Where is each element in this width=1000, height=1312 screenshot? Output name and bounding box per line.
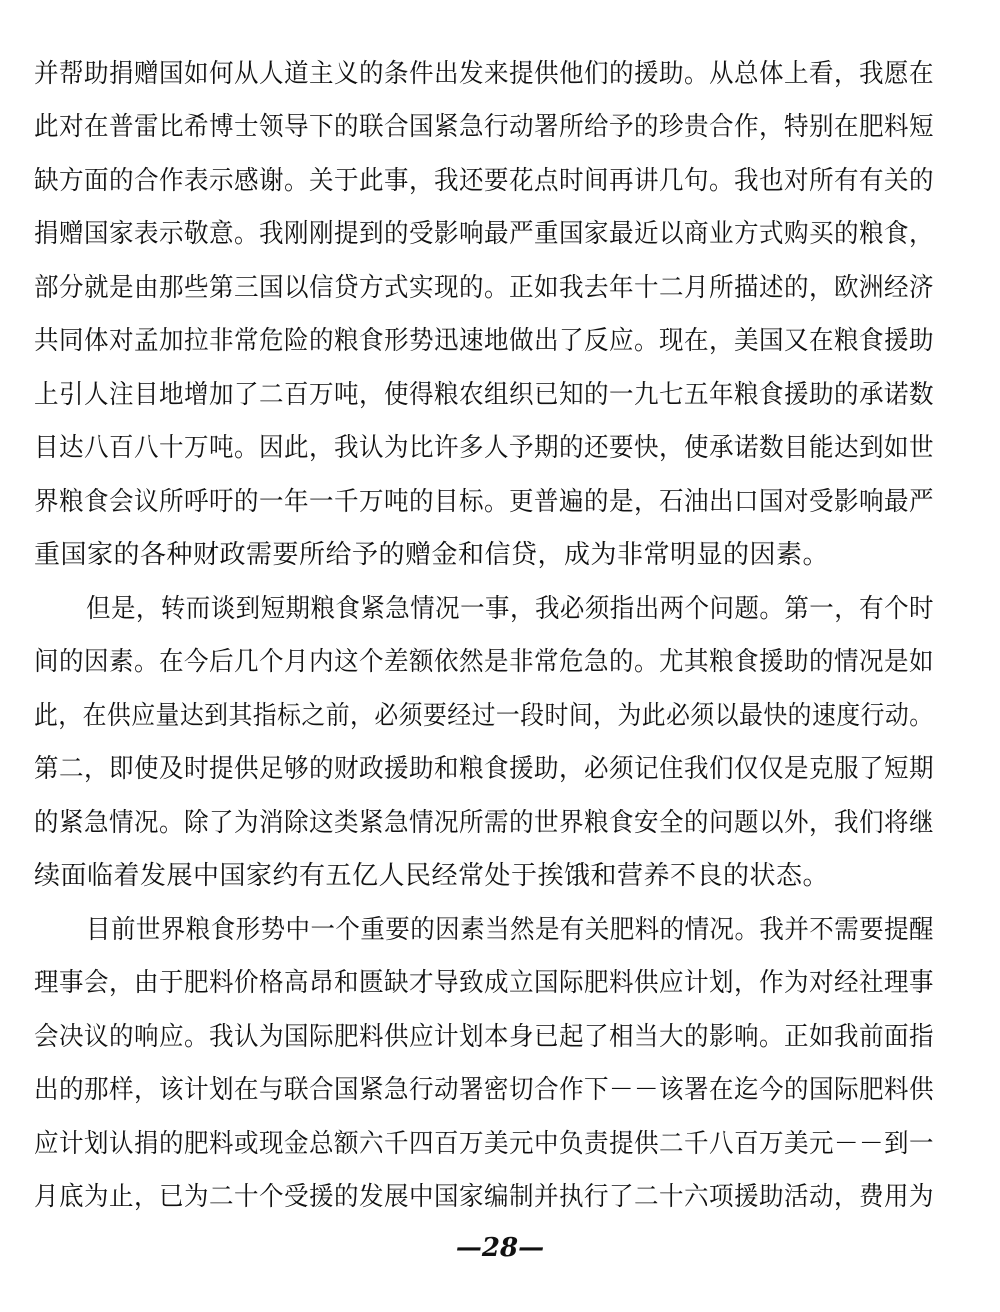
text-line-21: 应计划认捐的肥料或现金总额六千四百万美元中负责提供二千八百万美元－－到一 [34,1129,935,1159]
text-line-11: 但是，转而谈到短期粮食紧急情况一事，我必须指出两个问题。第一，有个时 [86,594,935,624]
text-line-4: 捐赠国家表示敬意。我刚刚提到的受影响最严重国家最近以商业方式购买的粮食， [34,219,935,249]
page-number: —28— [455,1233,545,1263]
text-line-10: 重国家的各种财政需要所给予的赠金和信贷，成为非常明显的因素。 [34,540,830,570]
text-line-9: 界粮食会议所呼吁的一年一千万吨的目标。更普遍的是，石油出口国对受影响最严 [34,487,935,517]
text-line-6: 共同体对孟加拉非常危险的粮食形势迅速地做出了反应。现在，美国又在粮食援助 [34,326,935,356]
text-line-22: 月底为止，已为二十个受援的发展中国家编制并执行了二十六项援助活动，费用为 [34,1182,935,1212]
text-line-20: 出的那样，该计划在与联合国紧急行动署密切合作下－－该署在迄今的国际肥料供 [34,1075,935,1105]
text-line-1: 并帮助捐赠国如何从人道主义的条件出发来提供他们的援助。从总体上看，我愿在 [34,59,935,89]
text-line-5: 部分就是由那些第三国以信贷方式实现的。正如我去年十二月所描述的，欧洲经济 [34,273,935,303]
text-line-3: 缺方面的合作表示感谢。关于此事，我还要花点时间再讲几句。我也对所有有关的 [34,166,935,196]
text-line-19: 会决议的响应。我认为国际肥料供应计划本身已起了相当大的影响。正如我前面指 [34,1022,935,1052]
text-line-14: 第二，即使及时提供足够的财政援助和粮食援助，必须记住我们仅仅是克服了短期 [34,754,935,784]
text-line-13: 此，在供应量达到其指标之前，必须要经过一段时间，为此必须以最快的速度行动。 [34,701,934,731]
text-line-12: 间的因素。在今后几个月内这个差额依然是非常危急的。尤其粮食援助的情况是如 [34,647,935,677]
text-line-17: 目前世界粮食形势中一个重要的因素当然是有关肥料的情况。我并不需要提醒 [86,915,935,945]
text-line-8: 目达八百八十万吨。因此，我认为比许多人予期的还要快，使承诺数目能达到如世 [34,433,935,463]
text-line-18: 理事会，由于肥料价格高昂和匮缺才导致成立国际肥料供应计划，作为对经社理事 [34,968,935,998]
text-line-2: 此对在普雷比希博士领导下的联合国紧急行动署所给予的珍贵合作，特别在肥料短 [34,112,935,142]
text-line-7: 上引人注目地增加了二百万吨，使得粮农组织已知的一九七五年粮食援助的承诺数 [34,380,935,410]
text-line-15: 的紧急情况。除了为消除这类紧急情况所需的世界粮食安全的问题以外，我们将继 [34,808,935,838]
text-line-16: 续面临着发展中国家约有五亿人民经常处于挨饿和营养不良的状态。 [34,861,830,891]
